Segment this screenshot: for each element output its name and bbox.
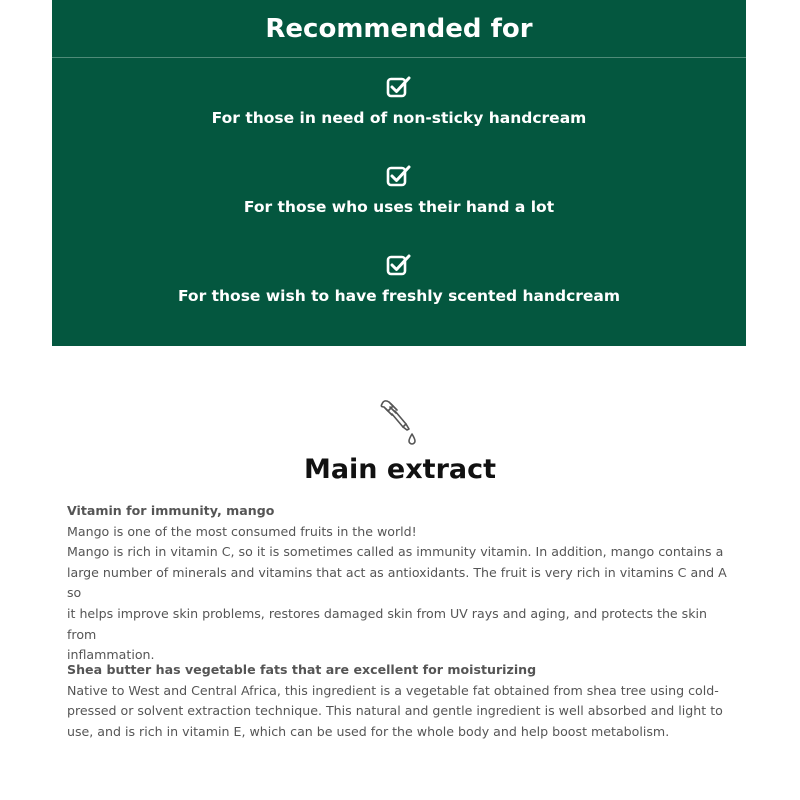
shea-butter-heading: Shea butter has vegetable fats that are excellent for moisturizing [67, 662, 537, 677]
shea-butter-text-line: use, and is rich in vitamin E, which can be used for the whole body and help boost metabolism. [67, 723, 670, 739]
mango-text-line: large number of minerals and vitamins that act as antioxidants. The fruit is very rich in vitamins C and A so [67, 564, 727, 601]
recommended-item-label: For those wish to have freshly scented handcream [177, 287, 621, 305]
recommended-item [52, 75, 746, 127]
mango-heading: Vitamin for immunity, mango [67, 503, 275, 518]
mango-text-line: inflammation. [67, 647, 155, 663]
recommended-item [52, 164, 746, 216]
recommended-title: Recommended for [52, 0, 746, 58]
checkbox-check-icon [386, 75, 412, 99]
recommended-item-label: For those in need of non-sticky handcream [211, 109, 587, 127]
recommended-panel [52, 0, 746, 346]
mango-section [67, 501, 737, 666]
mango-text-line: it helps improve skin problems, restores damaged skin from UV rays and aging, and protects the skin from [67, 605, 708, 642]
mango-text-line: Mango is rich in vitamin C, so it is sometimes called as immunity vitamin. In addition, mango contains a [67, 544, 724, 560]
shea-butter-text-line: Native to West and Central Africa, this ingredient is a vegetable fat obtained from shea tree using cold- [67, 682, 719, 698]
dropper-icon [378, 398, 420, 446]
recommended-item [52, 253, 746, 305]
mango-text-line: Mango is one of the most consumed fruits in the world! [67, 523, 417, 539]
checkbox-check-icon [386, 253, 412, 277]
recommended-item-label: For those who uses their hand a lot [243, 198, 555, 216]
main-extract-title: Main extract [303, 454, 497, 485]
shea-butter-text-line: pressed or solvent extraction technique. This natural and gentle ingredient is well absorbed and light to [67, 703, 723, 719]
shea-butter-section [67, 660, 737, 742]
checkbox-check-icon [386, 164, 412, 188]
